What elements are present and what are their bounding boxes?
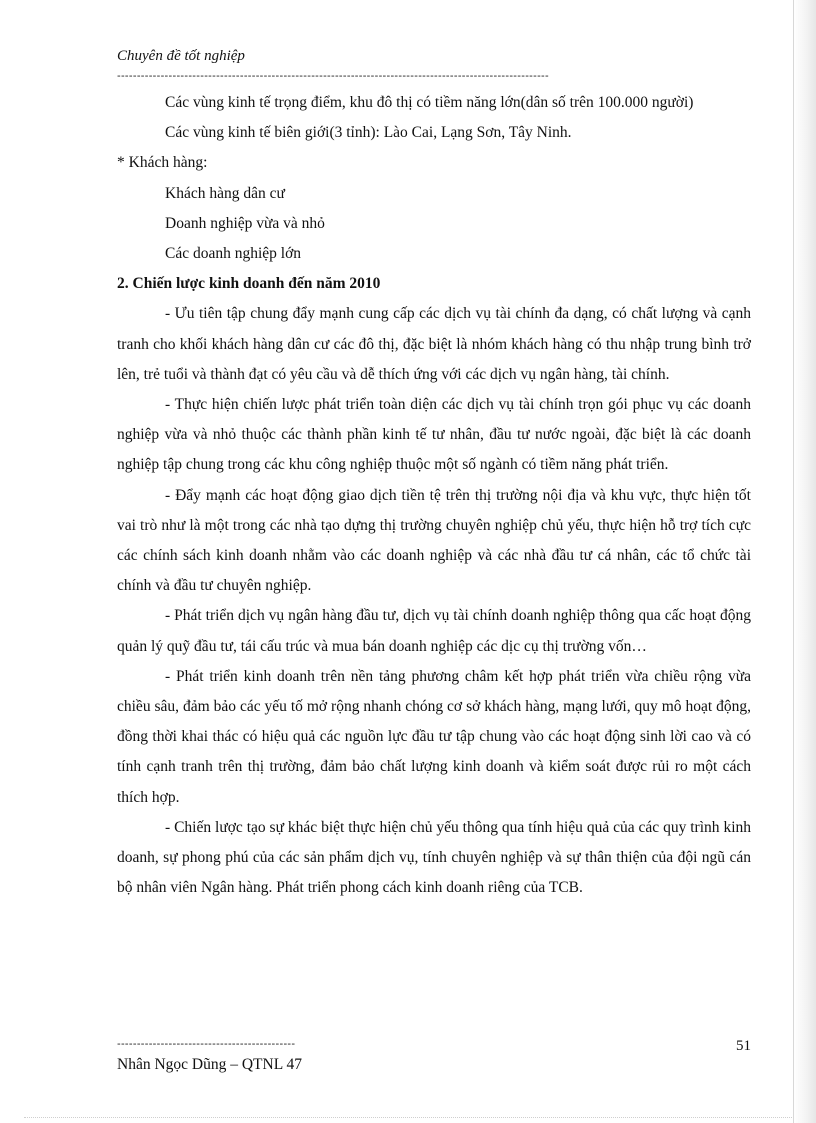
customer-item: Các doanh nghiệp lớn: [165, 245, 302, 263]
body-text: [117, 88, 751, 903]
strategy-paragraph: - Đẩy mạnh các hoạt động giao dịch tiền tệ trên thị trường nội địa và khu vực, thực hiện tốt vai trò như là một trong các nhà tạo dựng thị trường chuyên nghiệp chủ yếu, thực hiện hỗ trợ tích cực các chính sách kinh doanh nhằm vào các doanh nghiệp và các nhà đầu tư cá nhân, các tổ chức tài chính và đầu tư chuyên nghiệp.: [117, 486, 751, 595]
strategy-paragraph: - Thực hiện chiến lược phát triển toàn diện các dịch vụ tài chính trọn gói phục vụ các doanh nghiệp vừa và nhỏ thuộc các thành phần kinh tế tư nhân, đầu tư nước ngoài, đặc biệt là các doanh nghiệp tập chung trong các khu công nghiệp thuộc một số ngành có tiềm năng phát triển.: [117, 396, 751, 474]
strategy-paragraph: - Ưu tiên tập chung đẩy mạnh cung cấp các dịch vụ tài chính đa dạng, có chất lượng và cạnh tranh cho khối khách hàng dân cư các đô thị, đặc biệt là nhóm khách hàng có thu nhập trung bình trở lên, trẻ tuổi và thành đạt có yêu cầu và dễ thích ứng với các dịch vụ ngân hàng, tài chính.: [117, 305, 751, 383]
page-edge-shadow: [794, 0, 816, 1123]
customers-label: * Khách hàng:: [117, 154, 208, 172]
page-bottom-border: [24, 1117, 792, 1118]
customer-item: Doanh nghiệp vừa và nhỏ: [165, 214, 325, 232]
strategy-paragraph: - Chiến lược tạo sự khác biệt thực hiện chủ yếu thông qua tính hiệu quả của các quy trình kinh doanh, sự phong phú của các sản phẩm dịch vụ, tính chuyên nghiệp và sự thân thiện của đội ngũ cán bộ nhân viên Ngân hàng. Phát triển phong cách kinh doanh riêng của TCB.: [117, 818, 751, 897]
region-line: Các vùng kinh tế biên giới(3 tỉnh): Lào Cai, Lạng Sơn, Tây Ninh.: [165, 124, 572, 142]
section-heading: 2. Chiến lược kinh doanh đến năm 2010: [117, 275, 381, 293]
footer-rule: ---------------------------------------------: [117, 1038, 296, 1050]
strategy-paragraph: - Phát triển kinh doanh trên nền tảng phương châm kết hợp phát triển vừa chiều rộng vừa chiều sâu, đảm bảo các yếu tố mở rộng nhanh chóng cơ sở khách hàng, mạng lưới, quy mô hoạt động, đồng thời khai thác có hiệu quả các nguồn lực đầu tư tập chung vào các hoạt động sinh lời cao và có tính cạnh tranh trên thị trường, đảm bảo chất lượng kinh doanh và kiểm soát được rủi ro một cách thích hợp.: [117, 667, 751, 806]
customer-item: Khách hàng dân cư: [165, 184, 285, 202]
strategy-paragraph: - Phát triển dịch vụ ngân hàng đầu tư, dịch vụ tài chính doanh nghiệp thông qua cấc hoạt động quản lý quỹ đầu tư, tái cấu trúc và mua bán doanh nghiệp các dịc cụ thị trường vốn…: [117, 607, 751, 655]
page-number: 51: [736, 1038, 751, 1054]
footer-author: Nhân Ngọc Dũng – QTNL 47: [117, 1056, 302, 1073]
header-title: Chuyên đề tốt nghiệp: [117, 48, 245, 64]
header-rule: -------------------------------------------------------------------------------------------------------------: [117, 70, 549, 82]
region-line: Các vùng kinh tế trọng điểm, khu đô thị có tiềm năng lớn(dân số trên 100.000 người): [165, 94, 694, 111]
